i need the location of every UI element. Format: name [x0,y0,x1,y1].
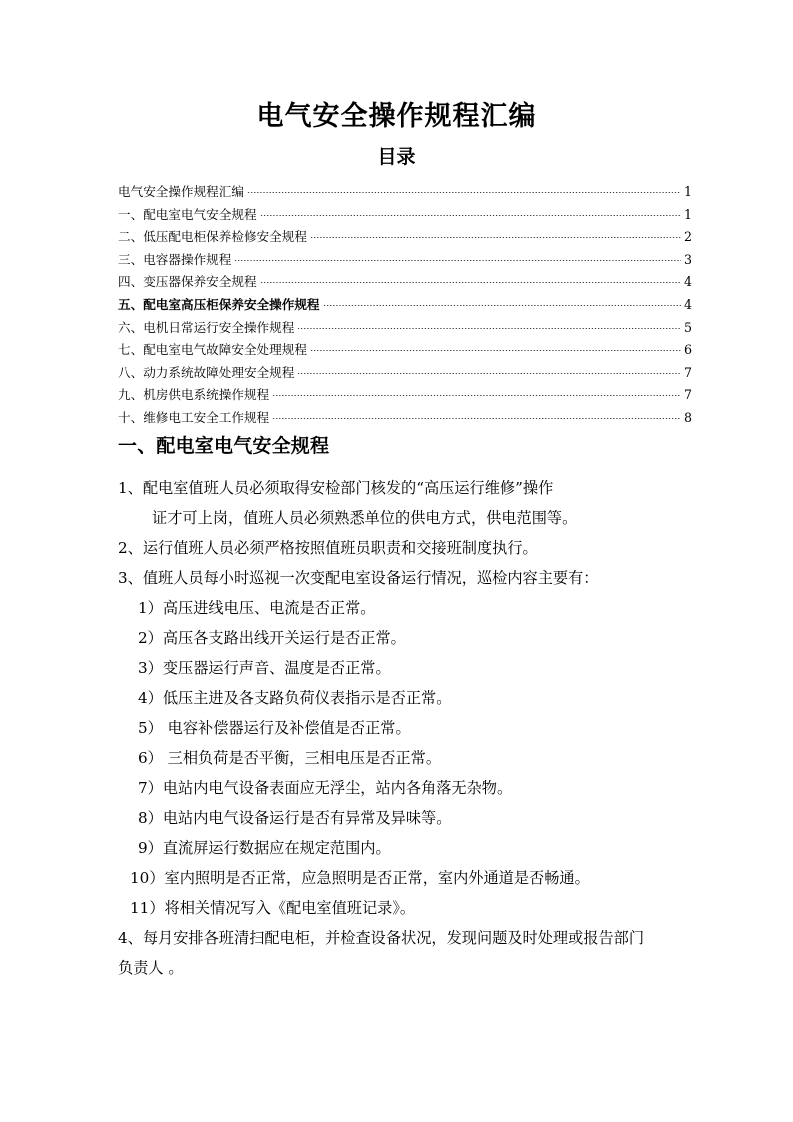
toc-entry-page-number: 4 [683,274,692,290]
toc-dot-leader [260,282,681,283]
toc-entry-label: 三、电容器操作规程 [118,251,232,267]
body-paragraph: 7）电站内电气设备表面应无浮尘，站内各角落无杂物。 [138,779,513,797]
section-body [118,473,692,983]
toc-entry-label: 九、机房供电系统操作规程 [118,387,270,403]
toc-entry-label: 七、配电室电气故障安全处理规程 [118,342,307,358]
toc-entry-page-number: 1 [683,184,692,199]
toc-entry[interactable] [118,294,692,317]
toc-dot-leader [234,260,681,261]
toc-entry[interactable] [118,384,692,407]
toc-dot-leader [272,418,681,419]
toc-entry-label: 十、维修电工安全工作规程 [118,409,270,425]
body-paragraph: 9）直流屏运行数据应在规定范围内。 [138,839,391,857]
toc-dot-leader [260,215,681,216]
toc-entry-page-number: 1 [683,206,692,222]
toc-entry-label: 四、变压器保养安全规程 [118,274,257,290]
body-paragraph: 1）高压进线电压、电流是否正常。 [138,599,376,617]
body-paragraph: 10）室内照明是否正常，应急照明是否正常，室内外通道是否畅通。 [130,869,590,887]
toc-dot-leader [297,373,681,374]
toc-entry-page-number: 5 [683,319,692,335]
section-heading: 一、配电室电气安全规程 [118,435,330,457]
toc-entry[interactable] [118,362,692,385]
toc-dot-leader [310,237,681,238]
body-paragraph: 3）变压器运行声音、温度是否正常。 [138,659,391,677]
body-paragraph: 证才可上岗，值班人员必须熟悉单位的供电方式，供电范围等。 [152,509,578,527]
toc-heading: 目录 [377,146,416,168]
toc-entry[interactable] [118,204,692,227]
toc-entry-label: 六、电机日常运行安全操作规程 [118,319,295,335]
toc-entry-page-number: 7 [683,364,692,380]
toc-entry-page-number: 2 [683,229,692,245]
body-paragraph: 8）电站内电气设备运行是否有异常及异味等。 [138,809,452,827]
toc-dot-leader [247,192,681,193]
toc-entry[interactable] [118,339,692,362]
body-paragraph: 5） 电容补偿器运行及补偿值是否正常。 [138,719,411,737]
body-paragraph: 2）高压各支路出线开关运行是否正常。 [138,629,406,647]
toc-entry-page-number: 7 [683,387,692,403]
toc-entry-label: 一、配电室电气安全规程 [118,206,257,222]
body-paragraph: 1、配电室值班人员必须取得安检部门核发的“高压运行维修”操作 [118,479,554,497]
toc-entry-page-number: 3 [683,251,692,267]
toc-dot-leader [297,328,681,329]
toc-entry-page-number: 6 [683,342,692,358]
toc-entry-page-number: 8 [683,409,692,425]
body-paragraph: 11）将相关情况写入《配电室值班记录》。 [130,899,416,917]
toc-entry-label: 二、低压配电柜保养检修安全规程 [118,229,307,245]
toc-entry-label: 电气安全操作规程汇编 [118,184,244,199]
toc-entry[interactable] [118,317,692,340]
body-paragraph: 负责人 。 [118,959,184,977]
toc-dot-leader [310,350,681,351]
document-title: 电气安全操作规程汇编 [256,101,537,132]
toc-entry[interactable] [118,271,692,294]
toc-dot-leader [272,395,681,396]
toc-entry-page-number: 4 [683,296,692,312]
toc-entry[interactable] [118,181,692,204]
table-of-contents [118,181,692,430]
toc-entry-label: 五、配电室高压柜保养安全操作规程 [118,296,320,312]
body-paragraph: 4）低压主进及各支路负荷仪表指示是否正常。 [138,689,452,707]
toc-entry[interactable] [118,226,692,249]
body-paragraph: 6） 三相负荷是否平衡，三相电压是否正常。 [138,749,442,767]
body-paragraph: 2、运行值班人员必须严格按照值班员职责和交接班制度执行。 [118,539,538,557]
toc-entry[interactable] [118,249,692,272]
body-paragraph: 4、每月安排各班清扫配电柜，并检查设备状况，发现问题及时处理或报告部门 [118,929,645,947]
toc-entry-label: 八、动力系统故障处理安全规程 [118,364,295,380]
body-paragraph: 3、值班人员每小时巡视一次变配电室设备运行情况，巡检内容主要有： [118,569,599,587]
toc-entry[interactable] [118,407,692,430]
toc-dot-leader [323,305,682,306]
